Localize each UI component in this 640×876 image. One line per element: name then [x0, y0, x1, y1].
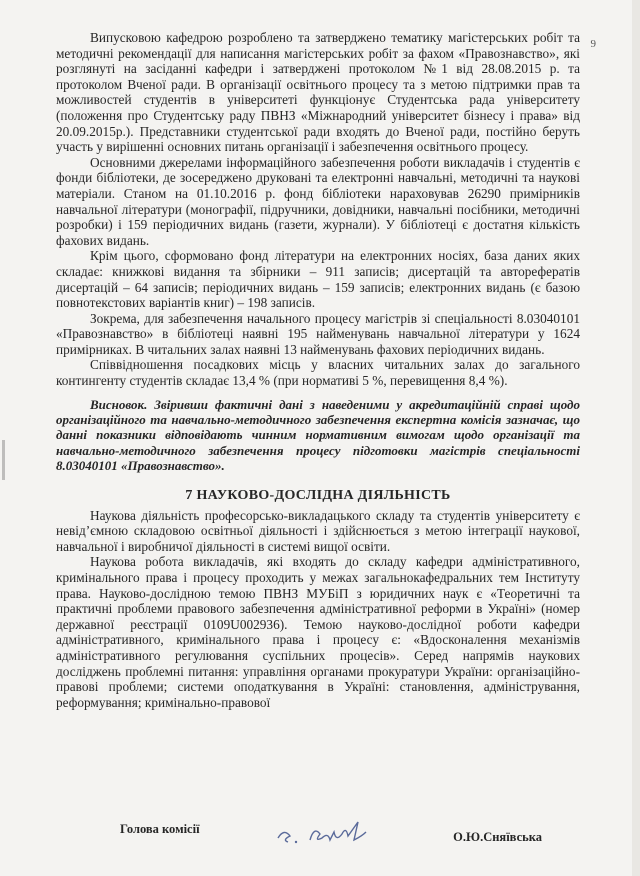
paragraph-reading-rooms: Співвідношення посадкових місць у власних читальних залах до загального контингенту студентів складає 13,4 % (при нормативі 5 %, перевищення 8,4 %). [56, 357, 580, 389]
section-heading: 7 НАУКОВО-ДОСЛІДНА ДІЯЛЬНІСТЬ [185, 487, 451, 503]
scan-margin-mark [2, 440, 5, 480]
paragraph-research-activity: Наукова діяльність професорсько-викладацького складу та студентів університету є невід’ємною складовою освітньої діяльності і здійснюється з метою інтеграції наукової, навчальної і виробничої діяльності в системі вищої освіти. [56, 507, 580, 554]
paragraph-thesis-topics: Випусковою кафедрою розроблено та затверджено тематику магістерських робіт та методичні рекомендації для написання магістерських робіт за фахом «Правознавство», які розглянуті на засіданні кафедри і затверджені протоколом №1 від 28.08.2015 р. та протоколом Вченої ради. В організації освітнього процесу та з метою підтримки прав та можливостей студентів в університеті функціонує Студентська рада університету (положення про Студентську раду ПВНЗ «Міжнародний університет бізнесу і права» від 20.09.2015р.). Представники студентської ради входять до Вченої ради, постійно беруть участь у вирішенні основних питань організації і забезпечення освітнього процесу. [56, 30, 580, 155]
paragraph-research-topics: Наукова робота викладачів, які входять до складу кафедри адміністративного, кримінального права і процесу проходить у межах загальнокафедральних тем Інституту права. Науково-дослідною темою ПВНЗ МУБіП з юридичних наук є «Теоретичні та практичні проблеми правового забезпечення адміністративної реформи в Україні» (номер державної реєстрації 0109U002936). Темою науково-дослідної роботи кафедри адміністративного, кримінального права і процесу є: «Вдосконалення механізмів адміністративного регулювання суспільних процесів». Серед напрямів наукових досліджень проблемні питання: управління органами прокуратури України: організаційно-правові проблеми; системи оподаткування в Україні: становлення, адміністрування, реформування; кримінально-правової [56, 554, 580, 710]
commission-head-name: О.Ю.Сняївська [453, 830, 542, 844]
conclusion-paragraph: Висновок. Звіривши фактичні дані з наведеними у акредитаційній справі щодо організаційного та навчально-методичного забезпечення експертна комісія зазначає, що данні показники відповідають чинним нормативним вимогам щодо організації та навчально-методичного забезпечення процесу підготовки магістрів спеціальності 8.03040101 «Правознавство». [56, 396, 580, 474]
page-number: 9 [590, 38, 596, 50]
commission-head-label: Голова комісії [120, 822, 200, 836]
paragraph-electronic-fund: Крім цього, сформовано фонд літератури на електронних носіях, база даних яких складає: книжкові видання та збірники – 911 записів; дисертацій та авторефератів дисертацій – 64 записів; періодичних видань – 159 записів; електронних видань (є базою повнотекстових варіантів книг) – 198 записів. [56, 248, 580, 311]
paragraph-masters-literature: Зокрема, для забезпечення начального процесу магістрів зі спеціальності 8.03040101 «Правознавство» в бібліотеці наявні 195 найменувань навчальної літератури у 1624 примірниках. В читальних залах наявні 13 найменувань фахових періодичних видань. [56, 310, 580, 357]
signature-block [120, 822, 582, 852]
handwritten-signature [270, 818, 380, 850]
paragraph-library-sources: Основними джерелами інформаційного забезпечення роботи викладачів і студентів є фонди бібліотеки, де зосереджено друковані та електронні навчальні, методичні та наукові матеріали. Станом на 01.10.2016 р. фонд бібліотеки нараховував 26290 примірників навчальної літератури (монографії, підручники, довідники, навчальні посібники, методичні розробки) і 159 періодичних видань (газети, журнали). У бібліотеці є достатня кількість фахових видань. [56, 154, 580, 248]
